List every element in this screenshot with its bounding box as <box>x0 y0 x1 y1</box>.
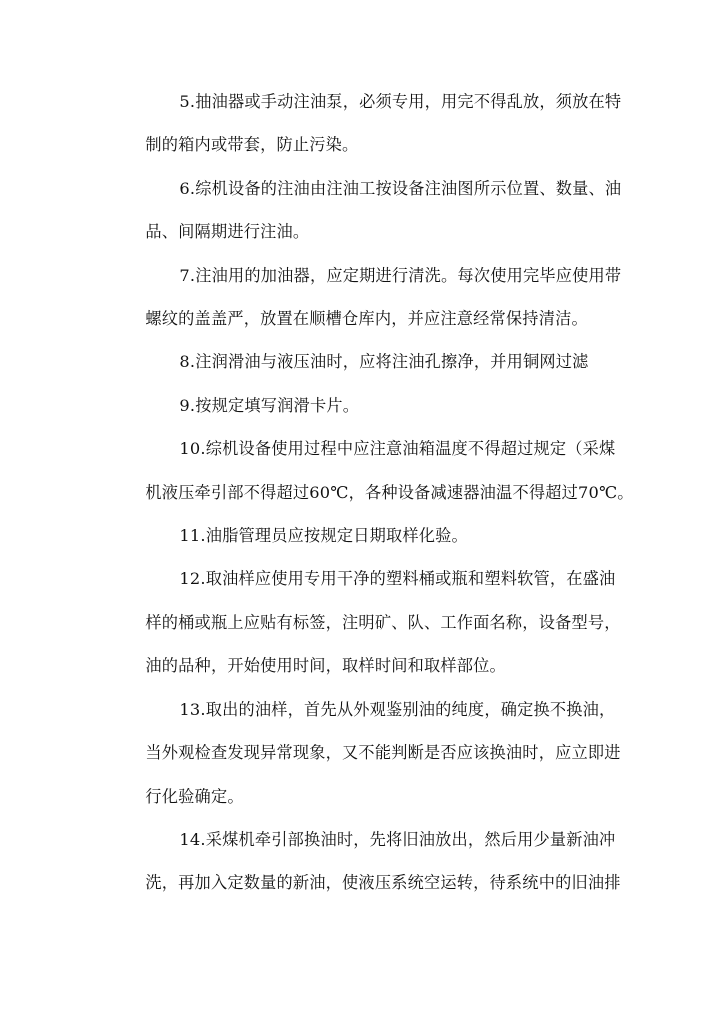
paragraph-line: 10.综机设备使用过程中应注意油箱温度不得超过规定（采煤 <box>179 439 616 459</box>
paragraph-line: 5.抽油器或手动注油泵，必须专用，用完不得乱放，须放在特 <box>179 92 622 111</box>
paragraph-item-11 <box>113 514 613 557</box>
paragraph-item-10 <box>113 427 634 514</box>
paragraph-item-6 <box>113 167 622 254</box>
paragraph-line: 14.采煤机牵引部换油时，先将旧油放出，然后用少量新油冲 <box>179 829 616 849</box>
paragraph-line: 12.取油样应使用专用干净的塑料桶或瓶和塑料软管，在盛油 <box>179 569 616 589</box>
paragraph-line: 7.注油用的加油器，应定期进行清洗。每次使用完毕应使用带 <box>179 265 622 285</box>
paragraph-line: 制的箱内或带套，防止污染。 <box>145 135 359 155</box>
paragraph-line: 6.综机设备的注油由注油工按设备注油图所示位置、数量、油 <box>179 178 622 198</box>
paragraph-line: 13.取出的油样，首先从外观鉴别油的纯度，确定换不换油， <box>179 699 616 719</box>
paragraph-item-14 <box>113 818 621 905</box>
paragraph-line: 洗，再加入定数量的新油，使液压系统空运转，待系统中的旧油排 <box>145 873 621 893</box>
document-body <box>113 80 634 905</box>
paragraph-line: 样的桶或瓶上应贴有标签，注明矿、队、工作面名称，设备型号， <box>145 612 621 632</box>
paragraph-line: 9.按规定填写润滑卡片。 <box>179 395 360 415</box>
paragraph-line: 品、间隔期进行注油。 <box>145 222 310 242</box>
paragraph-line: 8.注润滑油与液压油时，应将注油孔擦净，并用铜网过滤 <box>179 352 589 372</box>
paragraph-item-12 <box>113 557 621 687</box>
paragraph-line: 机液压牵引部不得超过60℃，各种设备减速器油温不得超过70℃。 <box>145 482 634 502</box>
paragraph-item-7 <box>113 254 622 341</box>
paragraph-item-9 <box>113 384 613 427</box>
paragraph-line: 油的品种，开始使用时间，取样时间和取样部位。 <box>145 656 506 676</box>
paragraph-item-8 <box>113 340 613 383</box>
paragraph-item-5 <box>113 80 622 167</box>
paragraph-line: 螺纹的盖盖严，放置在顺槽仓库内，并应注意经常保持清洁。 <box>145 309 588 329</box>
paragraph-line: 行化验确定。 <box>145 786 244 806</box>
paragraph-line: 11.油脂管理员应按规定日期取样化验。 <box>179 526 468 546</box>
paragraph-item-13 <box>113 688 621 818</box>
paragraph-line: 当外观检查发现异常现象，又不能判断是否应该换油时，应立即进 <box>145 743 621 763</box>
